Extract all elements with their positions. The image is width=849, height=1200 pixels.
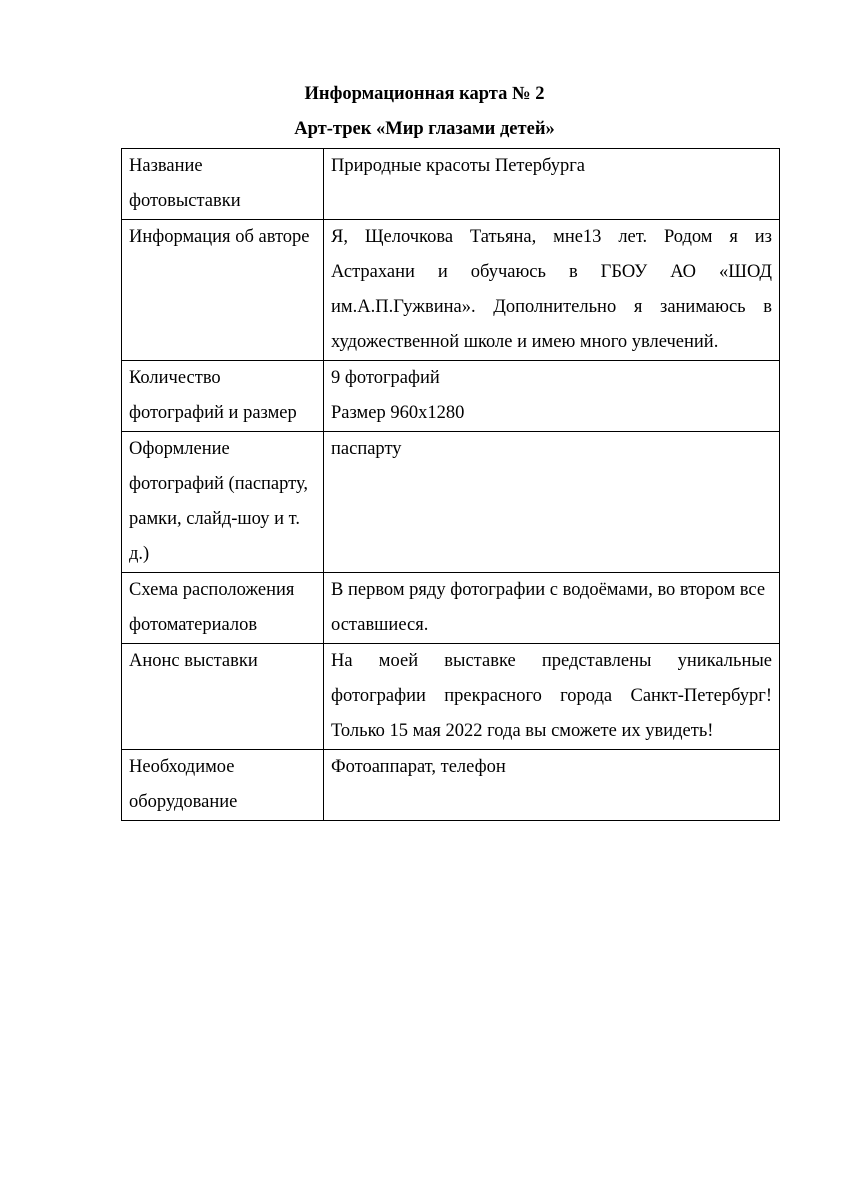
table-row — [122, 573, 780, 644]
table-row — [122, 220, 780, 361]
row-value — [324, 644, 780, 750]
row-value — [324, 750, 780, 821]
row-label: Информация об авторе — [122, 220, 324, 361]
document-subtitle: Арт-трек «Мир глазами детей» — [294, 119, 555, 139]
row-label: Анонс выставки — [122, 644, 324, 750]
table-row — [122, 149, 780, 220]
row-value — [324, 573, 780, 644]
row-value-line: паспарту — [331, 439, 402, 459]
row-label: Схема расположения фотоматериалов — [122, 573, 324, 644]
row-value-line: Размер 960x1280 — [331, 403, 465, 423]
document-title: Информационная карта № 2 — [304, 84, 545, 104]
table-row — [122, 750, 780, 821]
row-label: Оформление фотографий (паспарту, рамки, слайд-шоу и т. д.) — [122, 432, 324, 573]
row-value-line: Фотоаппарат, телефон — [331, 757, 506, 777]
row-value — [324, 149, 780, 220]
row-value — [324, 220, 780, 361]
row-value-line: Природные красоты Петербурга — [331, 156, 585, 176]
row-value-line: 9 фотографий — [331, 368, 440, 388]
row-value-line: Я, Щелочкова Татьяна, мне13 лет. Родом я из Астрахани и обучаюсь в ГБОУ АО «ШОД им.А.П.Гужвина». Дополнительно я занимаюсь в художественной школе и имею много увлечений. — [331, 227, 772, 352]
row-value — [324, 432, 780, 573]
row-label: Количество фотографий и размер — [122, 361, 324, 432]
table-row — [122, 644, 780, 750]
table-row — [122, 432, 780, 573]
row-value — [324, 361, 780, 432]
info-table — [121, 148, 780, 821]
row-value-line: На моей выставке представлены уникальные фотографии прекрасного города Санкт-Петербург! Только 15 мая 2022 года вы сможете их увидеть! — [331, 651, 772, 741]
row-label: Название фотовыставки — [122, 149, 324, 220]
table-row — [122, 361, 780, 432]
row-value-line: В первом ряду фотографии с водоёмами, во втором все оставшиеся. — [331, 580, 766, 635]
row-label: Необходимое оборудование — [122, 750, 324, 821]
